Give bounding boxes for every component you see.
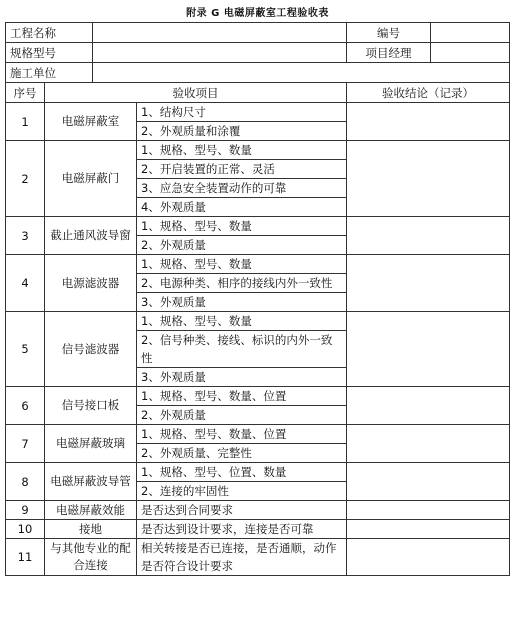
check-item: 2、外观质量 — [137, 236, 347, 255]
check-item: 2、信号种类、接线、标识的内外一致性 — [137, 331, 347, 368]
item-name: 电磁屏蔽波导管 — [45, 463, 137, 501]
conclusion-cell[interactable] — [347, 387, 510, 425]
spec-label: 规格型号 — [6, 43, 93, 63]
table-row — [6, 141, 510, 160]
conclusion-cell[interactable] — [347, 312, 510, 387]
row-number: 3 — [6, 217, 45, 255]
check-item: 1、结构尺寸 — [137, 103, 347, 122]
table-row — [6, 387, 510, 406]
check-item: 3、外观质量 — [137, 293, 347, 312]
check-item: 3、应急安全装置动作的可靠 — [137, 179, 347, 198]
unit-label: 施工单位 — [6, 63, 93, 83]
manager-label: 项目经理 — [347, 43, 431, 63]
table-row — [6, 103, 510, 122]
serial-value[interactable] — [431, 23, 510, 43]
row-number: 2 — [6, 141, 45, 217]
conclusion-cell[interactable] — [347, 141, 510, 217]
item-name: 与其他专业的配合连接 — [45, 539, 137, 576]
manager-value[interactable] — [431, 43, 510, 63]
conclusion-cell[interactable] — [347, 520, 510, 539]
conclusion-cell[interactable] — [347, 539, 510, 576]
item-name: 信号滤波器 — [45, 312, 137, 387]
conclusion-cell[interactable] — [347, 425, 510, 463]
header-row-3 — [6, 63, 510, 83]
table-row — [6, 312, 510, 331]
row-number: 5 — [6, 312, 45, 387]
row-number: 1 — [6, 103, 45, 141]
unit-value[interactable] — [93, 63, 510, 83]
item-name: 信号接口板 — [45, 387, 137, 425]
check-item: 2、开启装置的正常、灵活 — [137, 160, 347, 179]
header-row-2 — [6, 43, 510, 63]
item-header: 验收项目 — [45, 83, 347, 103]
header-row-1 — [6, 23, 510, 43]
item-name: 截止通风波导窗 — [45, 217, 137, 255]
check-item: 2、连接的牢固性 — [137, 482, 347, 501]
check-item: 是否达到设计要求，连接是否可靠 — [137, 520, 347, 539]
check-item: 1、规格、型号、数量、位置 — [137, 387, 347, 406]
item-name: 电源滤波器 — [45, 255, 137, 312]
conclusion-cell[interactable] — [347, 501, 510, 520]
row-number: 4 — [6, 255, 45, 312]
check-item: 相关转接是否已连接，是否通顺，动作是否符合设计要求 — [137, 539, 347, 576]
acceptance-table — [5, 22, 510, 576]
row-number: 9 — [6, 501, 45, 520]
check-item: 1、规格、型号、数量 — [137, 312, 347, 331]
seq-header: 序号 — [6, 83, 45, 103]
check-item: 是否达到合同要求 — [137, 501, 347, 520]
form-title: 附录 G 电磁屏蔽室工程验收表 — [186, 8, 329, 19]
check-item: 1、规格、型号、数量 — [137, 217, 347, 236]
conclusion-cell[interactable] — [347, 217, 510, 255]
item-name: 接地 — [45, 520, 137, 539]
table-row — [6, 501, 510, 520]
table-row — [6, 255, 510, 274]
check-item: 3、外观质量 — [137, 368, 347, 387]
check-item: 1、规格、型号、数量 — [137, 255, 347, 274]
column-header-row — [6, 83, 510, 103]
check-item: 1、规格、型号、数量、位置 — [137, 425, 347, 444]
item-name: 电磁屏蔽室 — [45, 103, 137, 141]
table-row — [6, 520, 510, 539]
conclusion-cell[interactable] — [347, 463, 510, 501]
table-row — [6, 463, 510, 482]
serial-label: 编号 — [347, 23, 431, 43]
row-number: 7 — [6, 425, 45, 463]
row-number: 8 — [6, 463, 45, 501]
check-item: 2、电源种类、相序的接线内外一致性 — [137, 274, 347, 293]
row-number: 10 — [6, 520, 45, 539]
item-name: 电磁屏蔽效能 — [45, 501, 137, 520]
check-item: 2、外观质量和涂覆 — [137, 122, 347, 141]
conclusion-cell[interactable] — [347, 255, 510, 312]
row-number: 6 — [6, 387, 45, 425]
conclusion-cell[interactable] — [347, 103, 510, 141]
check-item: 1、规格、型号、位置、数量 — [137, 463, 347, 482]
project-name-label: 工程名称 — [6, 23, 93, 43]
check-item: 2、外观质量、完整性 — [137, 444, 347, 463]
check-item: 4、外观质量 — [137, 198, 347, 217]
check-item: 1、规格、型号、数量 — [137, 141, 347, 160]
item-name: 电磁屏蔽玻璃 — [45, 425, 137, 463]
item-name: 电磁屏蔽门 — [45, 141, 137, 217]
project-name-value[interactable] — [93, 23, 347, 43]
spec-value[interactable] — [93, 43, 347, 63]
check-item: 2、外观质量 — [137, 406, 347, 425]
table-row — [6, 539, 510, 576]
table-row — [6, 425, 510, 444]
conclusion-header: 验收结论（记录） — [347, 83, 510, 103]
row-number: 11 — [6, 539, 45, 576]
table-row — [6, 217, 510, 236]
